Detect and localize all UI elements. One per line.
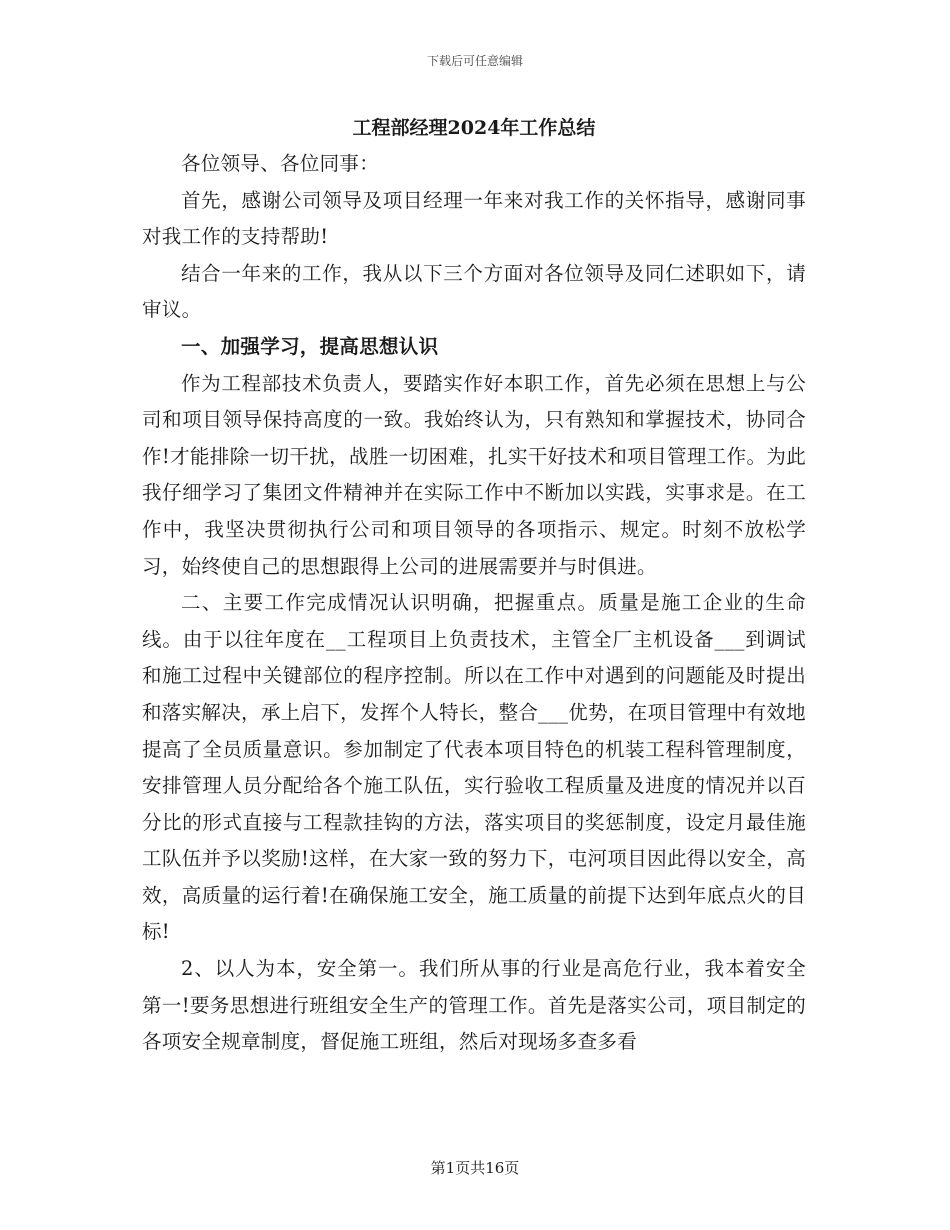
document-title: 工程部经理2024年工作总结 [352, 117, 596, 139]
page-number: 第1页共16页 [430, 1159, 520, 1177]
salutation: 各位领导、各位同事： [181, 152, 380, 175]
paragraph-safety: 2、以人为本，安全第一。我们所从事的行业是高危行业，我本着安全第一!要务思想进行班组安全生产的管理工作。首先是落实公司，项目制定的各项安全规章制度，督促施工班组，然后对现场多查多看 [142, 957, 806, 1054]
page-header-note: 下载后可任意编辑 [426, 54, 523, 68]
document-body [142, 110, 806, 1061]
paragraph-thanks: 首先，感谢公司领导及项目经理一年来对我工作的关怀指导，感谢同事对我工作的支持帮助! [142, 188, 806, 249]
paragraph-study: 作为工程部技术负责人，要踏实作好本职工作，首先必须在思想上与公司和项目领导保持高度的一致。我始终认为，只有熟知和掌握技术，协同合作!才能排除一切干扰，战胜一切困难，扎实干好技术和项目管理工作。为此我仔细学习了集团文件精神并在实际工作中不断加以实践，实事求是。在工作中，我坚决贯彻执行公司和项目领导的各项指示、规定。时刻不放松学习，始终使自己的思想跟得上公司的进展需要并与时俱进。 [142, 371, 806, 578]
section-heading-1: 一、加强学习，提高思想认识 [181, 334, 439, 358]
paragraph-intro: 结合一年来的工作，我从以下三个方面对各位领导及同仁述职如下，请审议。 [142, 261, 806, 322]
paragraph-main-work: 二、主要工作完成情况认识明确，把握重点。质量是施工企业的生命线。由于以往年度在__工程项目上负责技术，主管全厂主机设备___到调试和施工过程中关键部位的程序控制。所以在工作中对遇到的问题能及时提出和落实解决，承上启下，发挥个人特长，整合___优势，在项目管理中有效地提高了全员质量意识。参加制定了代表本项目特色的机装工程科管理制度，安排管理人员分配给各个施工队伍，实行验收工程质量及进度的情况并以百分比的形式直接与工程款挂钩的方法，落实项目的奖惩制度，设定月最佳施工队伍并予以奖励!这样，在大家一致的努力下，屯河项目因此得以安全，高效，高质量的运行着!在确保施工安全，施工质量的前提下达到年底点火的目标! [142, 591, 806, 944]
